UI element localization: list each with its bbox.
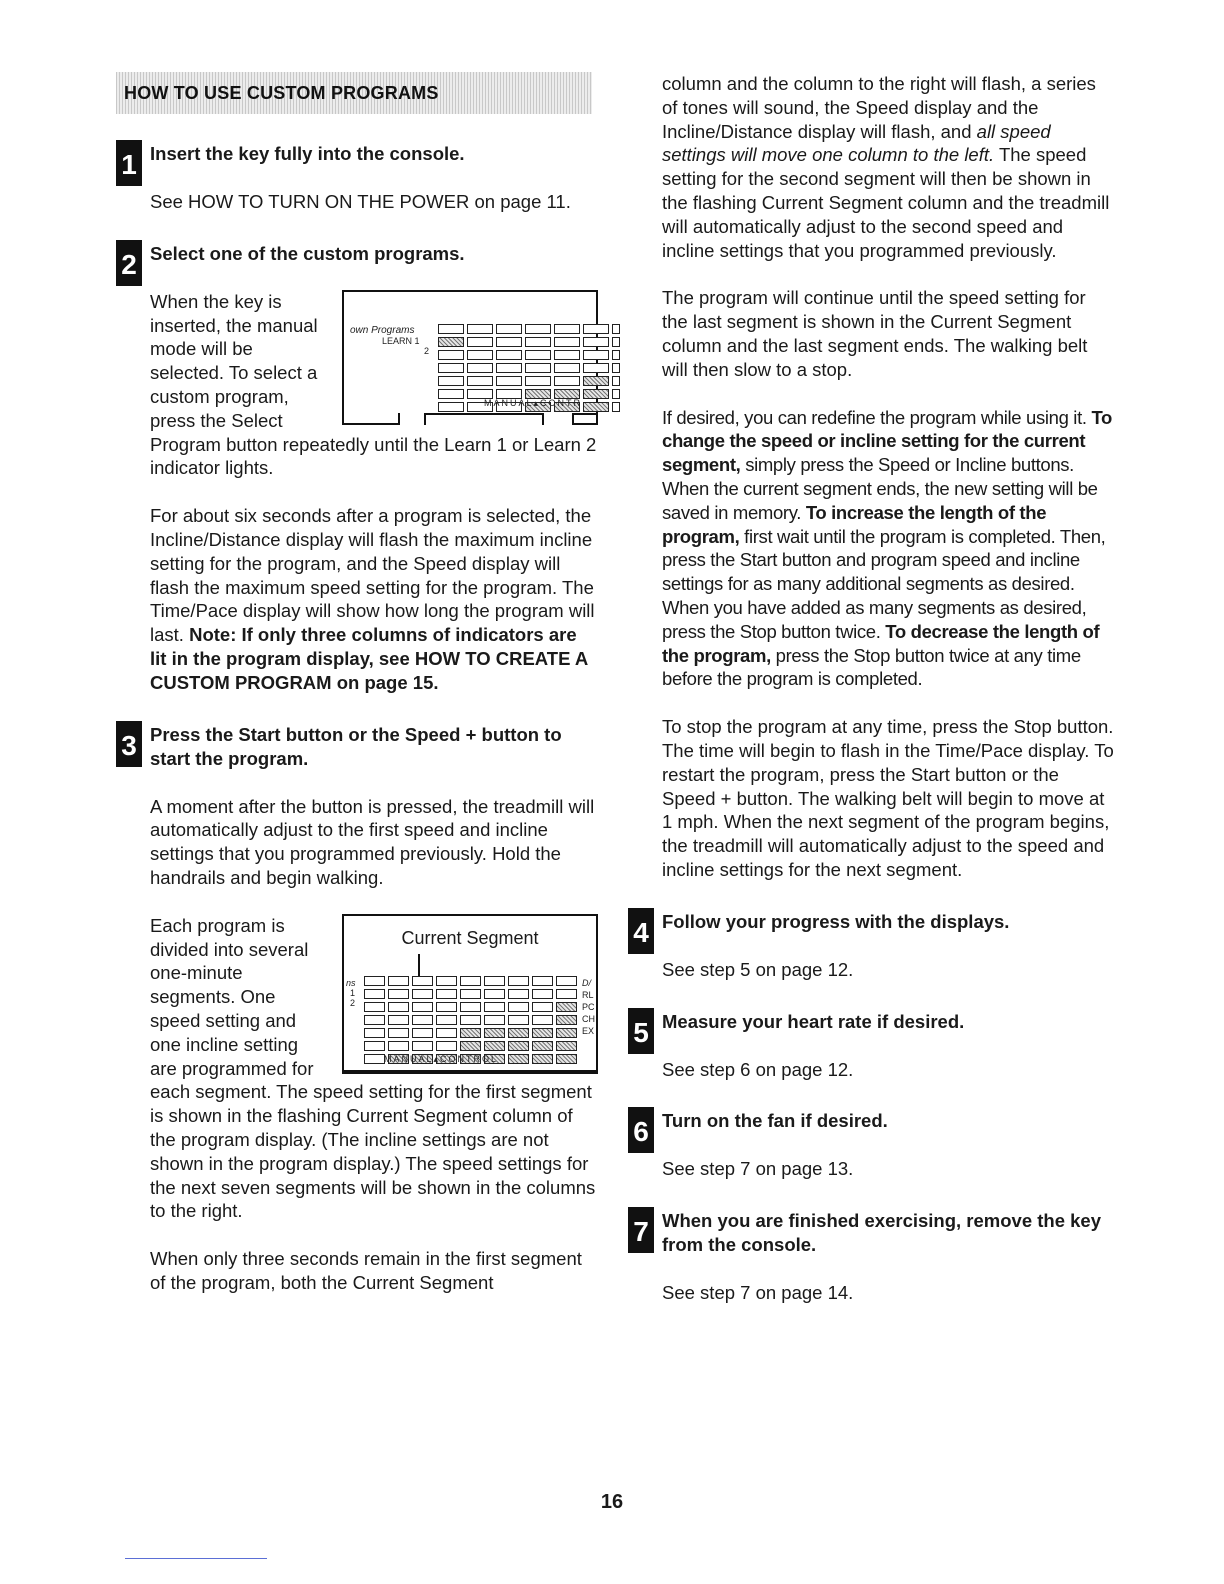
display-indicator: [525, 337, 551, 347]
step-3-body-3b: column and the column to the right will flash, a series of tones will sound, the Speed display and the Incline/Distance display will flash, and all speed settings will move one column to the left. The speed setting for the second segment will then be shown in the flashing Current Segment column and the treadmill will automatically adjust to the second speed and incline settings that you programmed previously.: [662, 73, 1110, 261]
fig2-right-label-e: EX: [582, 1025, 595, 1036]
display-indicator: [532, 1054, 553, 1064]
display-indicator: [436, 1015, 457, 1025]
display-indicator: [583, 363, 609, 373]
display-indicator: [388, 1002, 409, 1012]
display-indicator: [436, 1041, 457, 1051]
display-indicator: [508, 976, 529, 986]
step-3-title: Press the Start button or the Speed + button to start the program.: [150, 723, 562, 769]
display-indicator: [496, 376, 522, 386]
display-indicator: [532, 1028, 553, 1038]
display-indicator: [438, 350, 464, 360]
current-segment-label: Current Segment: [401, 927, 539, 948]
display-indicator: [556, 1028, 577, 1038]
step-number-7: 7: [628, 1207, 654, 1253]
display-indicator: [364, 976, 385, 986]
display-indicator: [388, 1015, 409, 1025]
step-5-body: See step 6 on page 12.: [662, 1058, 854, 1080]
step-7-body: See step 7 on page 14.: [662, 1282, 854, 1304]
display-indicator: [484, 1028, 505, 1038]
step-3-body-6: To stop the program at any time, press the Stop button. The time will begin to flash in the Time/Pace display. To restart the program, press the Start button or the Speed + button. The walking belt will begin to move at 1 mph. When the next segment of the program begins, the treadmill will automatically adjust to the speed and incline settings for the next segment.: [662, 716, 1114, 880]
display-indicator: [364, 1028, 385, 1038]
step-3-body-3a: When only three seconds remain in the first segment of the program, both the Current Segment: [150, 1248, 582, 1293]
step-3-body-1: A moment after the button is pressed, the treadmill will automatically adjust to the first speed and incline settings that you programmed previously. Hold the handrails and begin walking.: [150, 795, 595, 888]
step-4-body: See step 5 on page 12.: [662, 958, 854, 980]
display-indicator: [556, 989, 577, 999]
step-4: [628, 908, 1114, 948]
right-column: [628, 72, 1114, 1305]
display-indicator: [508, 1054, 529, 1064]
step-6-title: Turn on the fan if desired.: [662, 1110, 888, 1132]
display-indicator: [556, 1002, 577, 1012]
display-indicator: [467, 350, 493, 360]
fig2-right-label-d: CH: [582, 1013, 595, 1024]
step-1-body: See HOW TO TURN ON THE POWER on page 11.: [150, 191, 571, 212]
display-indicator: [484, 976, 505, 986]
step-4-title: Follow your progress with the displays.: [662, 910, 1010, 932]
display-indicator: [556, 1015, 577, 1025]
step-number-3: 3: [116, 721, 142, 767]
display-indicator: [508, 989, 529, 999]
display-indicator: [612, 363, 620, 373]
figure-learn2-label: 2: [424, 345, 430, 356]
display-indicator: [467, 324, 493, 334]
display-indicator: [436, 1028, 457, 1038]
display-indicator: [460, 989, 481, 999]
display-indicator: [436, 976, 457, 986]
display-indicator: [388, 1041, 409, 1051]
display-indicator: [583, 376, 609, 386]
display-indicator: [436, 989, 457, 999]
display-indicator: [364, 1015, 385, 1025]
display-indicator: [460, 976, 481, 986]
step-number-5: 5: [628, 1008, 654, 1054]
display-indicator: [412, 976, 433, 986]
display-indicator: [496, 363, 522, 373]
display-indicator: [388, 989, 409, 999]
display-indicator: [525, 324, 551, 334]
display-indicator: [612, 350, 620, 360]
page-number: 16: [600, 1491, 624, 1513]
display-indicator: [412, 1002, 433, 1012]
step-5: [628, 1008, 1114, 1048]
step-3-body-4: The program will continue until the speed setting for the last segment is shown in the Current Segment column and the last segment ends. The walking belt will then slow to a stop.: [662, 287, 1088, 380]
step-number-1: 1: [116, 140, 142, 186]
display-indicator: [467, 337, 493, 347]
display-indicator: [525, 350, 551, 360]
step-number-6: 6: [628, 1107, 654, 1153]
display-indicator: [583, 402, 609, 412]
display-indicator: [583, 337, 609, 347]
display-indicator: [612, 376, 620, 386]
display-indicator: [438, 389, 464, 399]
footer-rule: [125, 1558, 267, 1559]
current-segment-figure: [342, 914, 598, 1074]
step-2-title: Select one of the custom programs.: [150, 242, 465, 264]
display-indicator: [438, 337, 464, 347]
step-2: [116, 240, 598, 280]
display-indicator: [438, 402, 464, 412]
display-indicator: [436, 1002, 457, 1012]
step-3-body-5: If desired, you can redefine the program while using it. To change the speed or incline setting for the current segment, simply press the Speed or Incline buttons. When the current segment ends, the new setting will be saved in memory. To increase the length of the program, first wait until the program is completed. Then, press the Start button and program speed and incline settings for as many additional segments as desired. When you have added as many segments as desired, press the Stop button twice. To decrease the length of the program, press the Stop button twice at any time before the program is completed.: [662, 406, 1112, 690]
display-indicator: [438, 376, 464, 386]
display-indicator: [460, 1041, 481, 1051]
display-indicator: [467, 363, 493, 373]
display-indicator: [532, 1041, 553, 1051]
step-1: [116, 140, 598, 180]
step-5-title: Measure your heart rate if desired.: [662, 1010, 965, 1032]
display-indicator: [496, 350, 522, 360]
step-3: [116, 721, 598, 771]
display-indicator: [554, 324, 580, 334]
display-indicator: [525, 363, 551, 373]
display-indicator: [412, 989, 433, 999]
display-indicator: [612, 324, 620, 334]
display-indicator: [388, 1028, 409, 1038]
step-3-body-2: Each program is divided into several one-minute segments. One speed setting and one incline setting are programmed for each segment. The speed setting for the first segment is shown in the flashing Current Segment column of the program display. (The incline settings are not shown in the program display.) The speed settings for the next seven segments will be shown in the columns to the right.: [150, 914, 596, 1222]
display-indicator: [554, 376, 580, 386]
segment-indicator-grid: [364, 976, 577, 1064]
display-indicator: [484, 1041, 505, 1051]
figure-manual-control-label: MANUAL▴CONTR: [484, 397, 583, 408]
display-indicator: [556, 976, 577, 986]
display-indicator: [583, 324, 609, 334]
display-indicator: [412, 1041, 433, 1051]
display-indicator: [467, 376, 493, 386]
fig2-left-label-b: 1: [350, 987, 356, 998]
section-header: HOW TO USE CUSTOM PROGRAMS: [116, 72, 592, 114]
step-6-body: See step 7 on page 13.: [662, 1158, 854, 1180]
display-indicator: [525, 376, 551, 386]
display-indicator: [438, 324, 464, 334]
step-7: [628, 1207, 1114, 1257]
figure-own-programs-label: own Programs: [350, 324, 415, 336]
display-indicator: [364, 1041, 385, 1051]
display-indicator: [364, 989, 385, 999]
display-indicator: [438, 363, 464, 373]
display-indicator: [484, 1015, 505, 1025]
display-indicator: [554, 337, 580, 347]
learn-programs-figure: [342, 290, 598, 425]
display-indicator: [484, 1002, 505, 1012]
display-indicator: [532, 1002, 553, 1012]
display-indicator: [556, 1041, 577, 1051]
display-indicator: [412, 1015, 433, 1025]
display-indicator: [508, 1015, 529, 1025]
display-indicator: [612, 389, 620, 399]
fig2-left-label-c: 2: [350, 997, 356, 1008]
display-indicator: [412, 1028, 433, 1038]
display-indicator: [496, 324, 522, 334]
fig2-right-label-b: RL: [582, 989, 594, 1000]
display-indicator: [583, 389, 609, 399]
display-indicator: [364, 1002, 385, 1012]
display-indicator: [496, 337, 522, 347]
display-indicator: [556, 1054, 577, 1064]
step-1-title: Insert the key fully into the console.: [150, 143, 465, 164]
display-indicator: [532, 976, 553, 986]
display-indicator: [532, 989, 553, 999]
display-indicator: [612, 402, 620, 412]
display-indicator: [364, 1054, 385, 1064]
fig2-right-label-a: D/: [582, 977, 591, 988]
display-indicator: [532, 1015, 553, 1025]
fig2-left-label-a: ns: [346, 977, 356, 988]
display-indicator: [554, 363, 580, 373]
step-number-2: 2: [116, 240, 142, 286]
fig2-right-label-c: PC: [582, 1001, 595, 1012]
display-indicator: [612, 337, 620, 347]
display-indicator: [484, 989, 505, 999]
step-2-body-1: When the key is inserted, the manual mode will be selected. To select a custom program, press the Select Program button repeatedly until the Learn 1 or Learn 2 indicator lights.: [150, 290, 597, 479]
display-indicator: [508, 1002, 529, 1012]
step-2-body-2: For about six seconds after a program is selected, the Incline/Distance display will flash the maximum incline setting for the program, and the Speed display will flash the maximum speed setting for the program. The Time/Pace display will show how long the program will last. Note: If only three columns of indicators are lit in the program display, see HOW TO CREATE A CUSTOM PROGRAM on page 15.: [150, 505, 595, 693]
display-indicator: [583, 350, 609, 360]
display-indicator: [388, 976, 409, 986]
display-indicator: [508, 1028, 529, 1038]
display-indicator: [554, 350, 580, 360]
display-indicator: [460, 1028, 481, 1038]
step-6: [628, 1107, 1114, 1148]
display-indicator: [460, 1002, 481, 1012]
display-indicator: [508, 1041, 529, 1051]
step-7-title: When you are finished exercising, remove the key from the console.: [662, 1210, 1102, 1256]
left-column: [116, 72, 598, 1295]
display-indicator: [460, 1015, 481, 1025]
figure-learn1-label: LEARN 1: [382, 335, 420, 346]
step-number-4: 4: [628, 908, 654, 954]
fig2-manual-control-label: MANUAL▴CONTROL: [384, 1053, 499, 1064]
